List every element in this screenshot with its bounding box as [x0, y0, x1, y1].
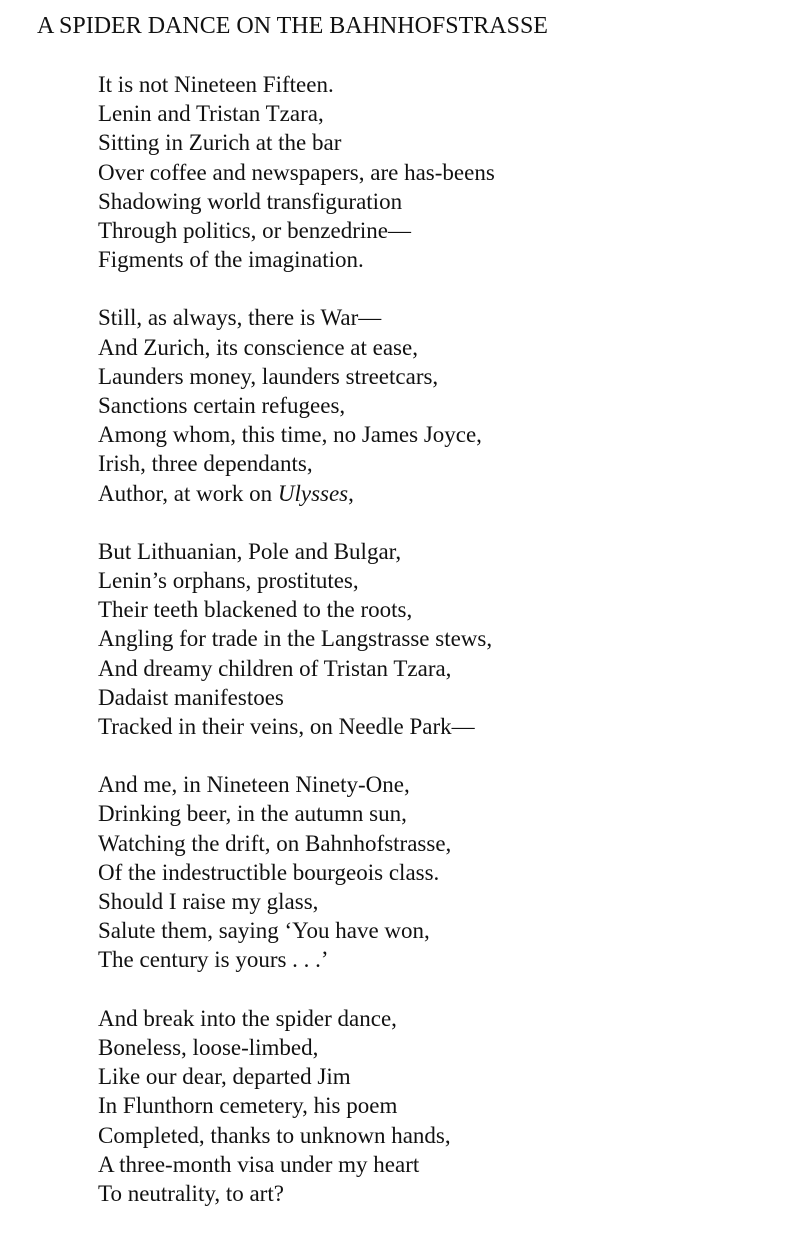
poem-line: It is not Nineteen Fifteen. — [98, 72, 334, 97]
poem-line: Over coffee and newspapers, are has-beens — [98, 159, 495, 185]
poem-line: Lenin’s orphans, prostitutes, — [98, 568, 359, 594]
poem-line: Angling for trade in the Langstrasse stews, — [98, 626, 493, 652]
poem-line: Should I raise my glass, — [98, 889, 319, 915]
poem-line: Shadowing world transfiguration — [98, 188, 403, 214]
book-title-italic: Ulysses — [277, 480, 349, 506]
poem-line: And me, in Nineteen Ninety-One, — [98, 772, 410, 798]
poem-line: Sitting in Zurich at the bar — [98, 130, 342, 156]
poem-line: Completed, thanks to unknown hands, — [98, 1122, 451, 1148]
poem-body — [98, 70, 778, 1237]
stanza-5 — [98, 1004, 778, 1208]
poem-line: Lenin and Tristan Tzara, — [98, 101, 324, 127]
poem-line: Watching the drift, on Bahnhofstrasse, — [98, 830, 452, 856]
poem-line: Dadaist manifestoes — [98, 684, 284, 710]
poem-line: To neutrality, to art? — [98, 1180, 284, 1206]
poem-line: Tracked in their veins, on Needle Park— — [98, 714, 475, 740]
poem-line-prefix: Author, at work on — [98, 480, 278, 506]
poem-line: Drinking beer, in the autumn sun, — [98, 801, 407, 827]
poem-line: Figments of the imagination. — [98, 247, 364, 273]
poem-line: Of the indestructible bourgeois class. — [98, 859, 440, 885]
poem-title: A SPIDER DANCE ON THE BAHNHOFSTRASSE — [37, 13, 548, 39]
poem-line: And dreamy children of Tristan Tzara, — [98, 655, 452, 681]
poem-line: Their teeth blackened to the roots, — [98, 597, 413, 623]
poem-line: Irish, three dependants, — [98, 451, 313, 477]
poem-line: And Zurich, its conscience at ease, — [98, 334, 418, 360]
poem-line: A three-month visa under my heart — [98, 1151, 420, 1177]
poem-line: And break into the spider dance, — [98, 1005, 397, 1031]
poem-line: Among whom, this time, no James Joyce, — [98, 422, 482, 448]
poem-line: Boneless, loose-limbed, — [98, 1034, 319, 1060]
stanza-2 — [98, 303, 778, 507]
poem-line-suffix: , — [348, 480, 354, 506]
poem-line: Launders money, launders streetcars, — [98, 363, 439, 389]
stanza-4 — [98, 770, 778, 974]
poem-line: Still, as always, there is War— — [98, 305, 382, 331]
poem-line: Sanctions certain refugees, — [98, 393, 346, 419]
poem-line: Through politics, or benzedrine— — [98, 218, 411, 244]
stanza-3 — [98, 537, 778, 741]
poem-line: But Lithuanian, Pole and Bulgar, — [98, 538, 402, 564]
poem-line: Like our dear, departed Jim — [98, 1064, 351, 1090]
poem-line: The century is yours . . .’ — [98, 947, 329, 973]
poem-line: Salute them, saying ‘You have won, — [98, 918, 430, 944]
stanza-1 — [98, 70, 778, 274]
poem-line-with-italic-title — [98, 479, 778, 508]
poem-line: In Flunthorn cemetery, his poem — [98, 1093, 398, 1119]
